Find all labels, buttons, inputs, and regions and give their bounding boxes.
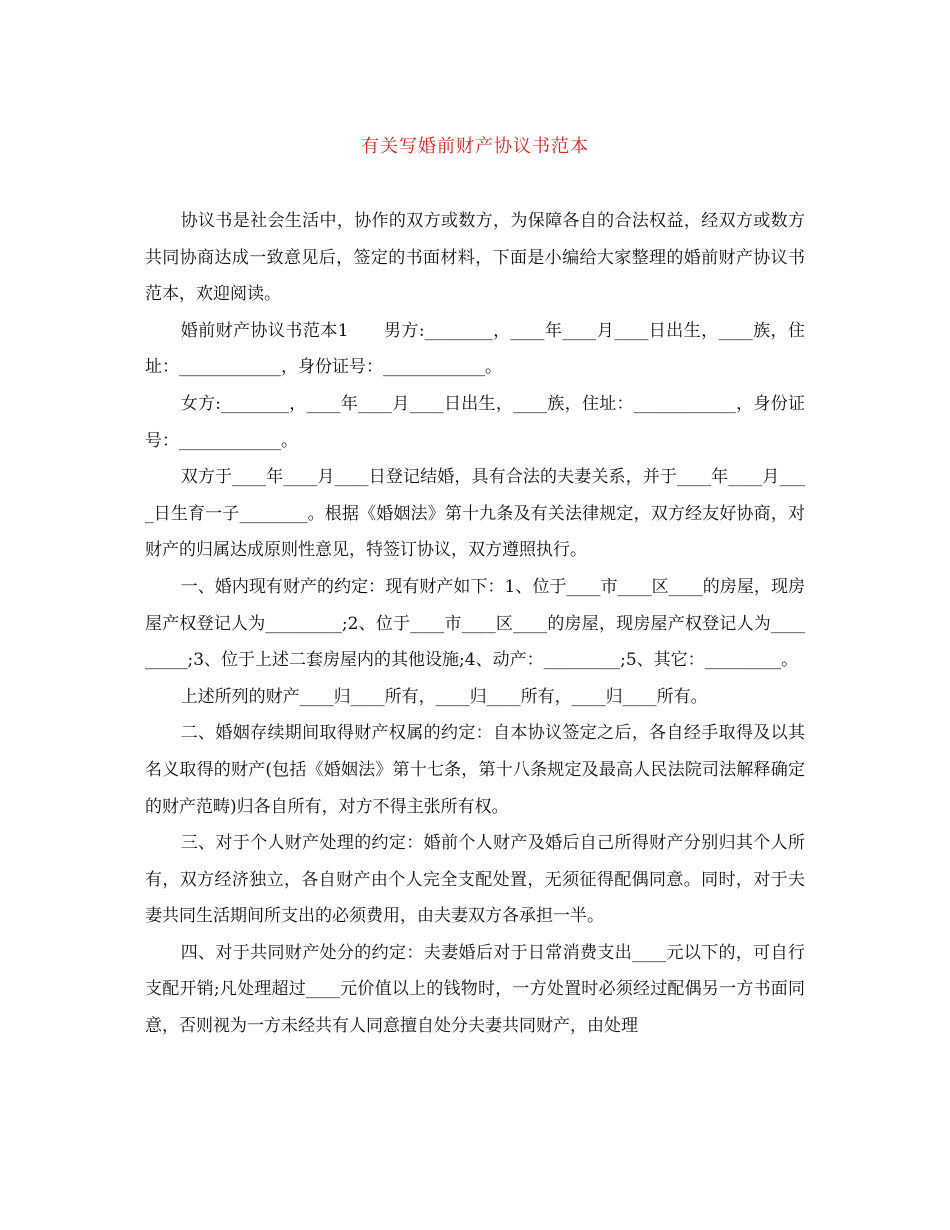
paragraph-clause-1-existing-property: 一、婚内现有财产的约定：现有财产如下：1、位于____市____区____的房屋，现房屋产权登记人为_________;2、位于____市____区____的房屋，现房屋产权登记人为_________;3、位于上述二套房屋内的其他设施;4、动产：_________;5、其它：_________。 [145,576,805,671]
document-title: 有关写婚前财产协议书范本 [361,136,589,157]
paragraph-male-party: 婚前财产协议书范本1 男方:________，____年____月____日出生，____族，住址：____________，身份证号：____________。 [145,320,805,378]
paragraph-female-party: 女方:________，____年____月____日出生，____族，住址：____________，身份证号：____________。 [145,393,805,451]
paragraph-clause-3-personal-property: 三、对于个人财产处理的约定：婚前个人财产及婚后自己所得财产分别归其个人所有，双方经济独立，各自财产由个人完全支配处置，无须征得配偶同意。同时，对于夫妻共同生活期间所支出的必须费用，由夫妻双方各承担一半。 [145,833,805,927]
paragraph-property-ownership: 上述所列的财产____归____所有，____归____所有，____归____所有。 [180,686,708,707]
paragraph-marriage-registration: 双方于____年____月____日登记结婚，具有合法的夫妻关系，并于____年____月____日生育一子________。根据《婚姻法》第十九条及有关法律规定，双方经友好协商，对财产的归属达成原则性意见，特签订协议，双方遵照执行。 [145,467,805,561]
paragraph-clause-2-acquired-property: 二、婚姻存续期间取得财产权属的约定：自本协议签定之后，各自经手取得及以其名义取得的财产(包括《婚姻法》第十七条，第十八条规定及最高人民法院司法解释确定的财产范畴)归各自所有，对方不得主张所有权。 [145,723,805,817]
paragraph-intro: 协议书是社会生活中，协作的双方或数方，为保障各自的合法权益，经双方或数方共同协商达成一致意见后，签定的书面材料，下面是小编给大家整理的婚前财产协议书范本，欢迎阅读。 [145,211,805,305]
document-body [145,203,805,1045]
paragraph-clause-4-joint-property: 四、对于共同财产处分的约定：夫妻婚后对于日常消费支出____元以下的，可自行支配开销;凡处理超过____元价值以上的钱物时，一方处置时必须经过配偶另一方书面同意，否则视为一方未经共有人同意擅自处分夫妻共同财产，由处理 [145,942,805,1037]
